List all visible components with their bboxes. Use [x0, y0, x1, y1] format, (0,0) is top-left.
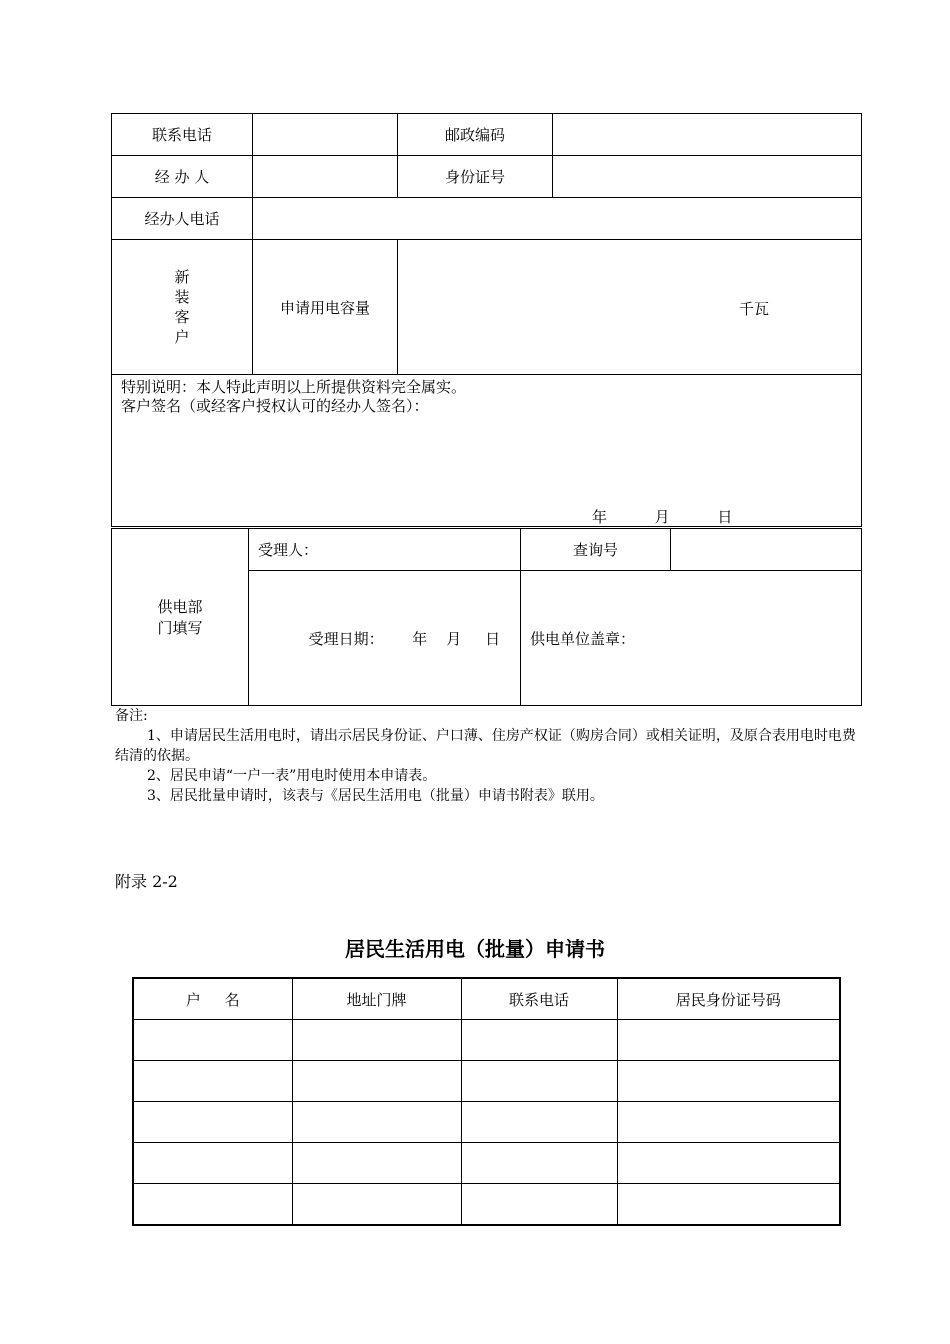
cell-address[interactable]	[292, 1020, 461, 1061]
cell-phone[interactable]	[461, 1184, 617, 1226]
new-customer-label	[112, 240, 253, 375]
cell-phone[interactable]	[461, 1061, 617, 1102]
dept-label-line: 供电部	[157, 598, 203, 616]
application-form-table	[111, 113, 862, 527]
accept-date-label: 受理日期： 年 月 日	[308, 629, 501, 648]
cell-address[interactable]	[292, 1143, 461, 1184]
declaration-text: 特别说明：本人特此声明以上所提供资料完全属实。	[121, 378, 467, 396]
cell-household-name[interactable]	[133, 1061, 292, 1102]
signature-label: 客户签名（或经客户授权认可的经办人签名）：	[121, 397, 429, 415]
cell-household-name[interactable]	[133, 1102, 292, 1143]
signature-date: 年 月 日	[592, 508, 733, 526]
capacity-label: 申请用电容量	[253, 240, 398, 375]
postal-code-label: 邮政编码	[398, 114, 553, 156]
seal-field[interactable]	[521, 571, 862, 706]
header-household-name: 户 名	[133, 978, 292, 1020]
dept-section-table	[111, 528, 862, 706]
id-number-field[interactable]	[553, 156, 862, 198]
postal-code-field[interactable]	[553, 114, 862, 156]
table-row	[133, 1184, 840, 1226]
query-number-field[interactable]	[671, 529, 862, 571]
table-row	[133, 1143, 840, 1184]
capacity-field[interactable]	[398, 240, 862, 375]
cell-id-number[interactable]	[617, 1020, 840, 1061]
receiver-label: 受理人：	[258, 541, 319, 559]
cell-id-number[interactable]	[617, 1102, 840, 1143]
cell-household-name[interactable]	[133, 1143, 292, 1184]
accept-date-field[interactable]	[249, 571, 521, 706]
note-item: 2、居民申请“一户一表”用电时使用本申请表。	[147, 768, 437, 784]
cell-id-number[interactable]	[617, 1184, 840, 1226]
phone-field[interactable]	[253, 114, 398, 156]
header-address: 地址门牌	[292, 978, 461, 1020]
table-row	[133, 1102, 840, 1143]
cell-address[interactable]	[292, 1184, 461, 1226]
new-customer-char: 客	[174, 308, 190, 326]
batch-application-table	[132, 977, 841, 1226]
notes-heading: 备注:	[115, 708, 148, 724]
seal-label: 供电单位盖章：	[530, 629, 636, 648]
appendix-label: 附录 2-2	[115, 872, 178, 891]
agent-phone-field[interactable]	[253, 198, 862, 240]
declaration-section	[112, 375, 862, 527]
cell-household-name[interactable]	[133, 1184, 292, 1226]
cell-id-number[interactable]	[617, 1061, 840, 1102]
cell-address[interactable]	[292, 1102, 461, 1143]
batch-form-title: 居民生活用电（批量）申请书	[345, 937, 605, 961]
cell-phone[interactable]	[461, 1143, 617, 1184]
cell-address[interactable]	[292, 1061, 461, 1102]
phone-label: 联系电话	[112, 114, 253, 156]
cell-household-name[interactable]	[133, 1020, 292, 1061]
agent-label: 经 办 人	[112, 156, 253, 198]
new-customer-char: 户	[174, 328, 190, 346]
query-number-label: 查询号	[521, 529, 671, 571]
cell-phone[interactable]	[461, 1102, 617, 1143]
table-row	[133, 1061, 840, 1102]
new-customer-char: 装	[174, 288, 190, 306]
receiver-field[interactable]	[249, 529, 521, 571]
dept-label	[112, 529, 249, 706]
capacity-unit: 千瓦	[739, 300, 770, 318]
agent-phone-label: 经办人电话	[112, 198, 253, 240]
cell-phone[interactable]	[461, 1020, 617, 1061]
notes-section	[115, 706, 865, 806]
table-row	[133, 1020, 840, 1061]
note-item: 1、申请居民生活用电时，请出示居民身份证、户口薄、住房产权证（购房合同）或相关证明，及原合表用电时电费结清的依据。	[115, 728, 856, 764]
header-id-number: 居民身份证号码	[617, 978, 840, 1020]
header-phone: 联系电话	[461, 978, 617, 1020]
note-item: 3、居民批量申请时，该表与《居民生活用电（批量）申请书附表》联用。	[147, 788, 604, 804]
cell-id-number[interactable]	[617, 1143, 840, 1184]
agent-field[interactable]	[253, 156, 398, 198]
new-customer-char: 新	[174, 268, 190, 286]
id-number-label: 身份证号	[398, 156, 553, 198]
dept-label-line: 门填写	[157, 619, 203, 637]
